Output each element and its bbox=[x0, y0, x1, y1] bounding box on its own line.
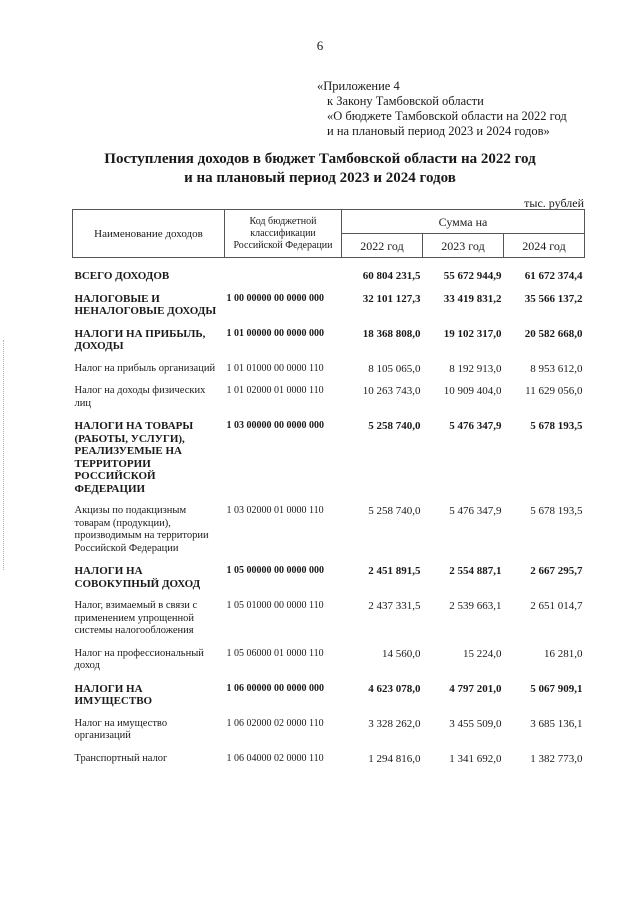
row-value-2022: 5 258 740,0 bbox=[368, 505, 421, 517]
table-row bbox=[73, 325, 585, 360]
row-value-2024: 61 672 374,4 bbox=[524, 270, 583, 282]
row-value-2022: 3 328 262,0 bbox=[368, 717, 421, 730]
row-code: 1 03 02000 01 0000 110 bbox=[226, 505, 324, 516]
table-row bbox=[73, 360, 585, 383]
title-line: Поступления доходов в бюджет Тамбовской области на 2022 год bbox=[104, 151, 536, 167]
row-name: НАЛОГИ НА ИМУЩЕСТВО bbox=[74, 682, 153, 707]
table-row bbox=[73, 290, 585, 325]
row-code: 1 05 00000 00 0000 000 bbox=[226, 565, 324, 576]
row-code: 1 06 00000 00 0000 000 bbox=[226, 682, 324, 694]
header-sum: Сумма на bbox=[342, 210, 585, 234]
row-value-2023: 8 192 913,0 bbox=[449, 362, 502, 375]
row-value-2022: 1 294 816,0 bbox=[368, 752, 421, 765]
row-value-2024: 2 651 014,7 bbox=[530, 600, 583, 612]
row-value-2022: 18 368 808,0 bbox=[362, 327, 421, 340]
row-value-2023: 15 224,0 bbox=[463, 647, 502, 660]
row-value-2023: 1 341 692,0 bbox=[449, 752, 502, 765]
row-value-2023: 4 797 201,0 bbox=[449, 682, 502, 695]
header-year-2022: 2022 год bbox=[342, 234, 423, 258]
row-code: 1 01 00000 00 0000 000 bbox=[226, 327, 324, 339]
table-row bbox=[73, 597, 585, 645]
row-name: ВСЕГО ДОХОДОВ bbox=[74, 270, 170, 282]
header-code: Код бюджетной классификации Российской Федерации bbox=[225, 210, 342, 258]
row-name: Транспортный налог bbox=[74, 752, 168, 764]
row-code: 1 05 01000 00 0000 110 bbox=[226, 600, 324, 611]
row-name: Акцизы по подакцизным товарам (продукции), производимым на территории Российской Федерации bbox=[74, 505, 209, 554]
row-value-2022: 5 258 740,0 bbox=[368, 420, 421, 432]
row-value-2024: 35 566 137,2 bbox=[524, 292, 583, 305]
appendix-note bbox=[317, 79, 567, 139]
row-code: 1 03 00000 00 0000 000 bbox=[226, 420, 324, 431]
row-value-2024: 8 953 612,0 bbox=[530, 362, 583, 375]
row-name: НАЛОГИ НА ТОВАРЫ (РАБОТЫ, УСЛУГИ), РЕАЛИЗУЕМЫЕ НА ТЕРРИТОРИИ РОССИЙСКОЙ ФЕДЕРАЦИИ bbox=[74, 420, 194, 495]
table-row bbox=[73, 680, 585, 715]
page-number: 6 bbox=[316, 38, 324, 53]
row-name: Налог, взимаемый в связи с применением упрощенной системы налогообложения bbox=[74, 600, 198, 636]
margin-mark bbox=[3, 340, 5, 570]
row-value-2024: 5 678 193,5 bbox=[530, 505, 583, 517]
row-value-2022: 8 105 065,0 bbox=[368, 362, 421, 375]
table-row bbox=[73, 562, 585, 597]
header-name: Наименование доходов bbox=[73, 210, 225, 258]
row-name: Налог на имущество организаций bbox=[74, 717, 168, 741]
row-value-2024: 1 382 773,0 bbox=[530, 752, 583, 765]
row-value-2023: 5 476 347,9 bbox=[449, 420, 502, 432]
header-year-2023: 2023 год bbox=[423, 234, 504, 258]
row-value-2024: 2 667 295,7 bbox=[530, 565, 583, 577]
row-value-2023: 55 672 944,9 bbox=[443, 270, 502, 282]
row-value-2024: 5 678 193,5 bbox=[530, 420, 583, 432]
row-name: Налог на прибыль организаций bbox=[74, 362, 216, 374]
appendix-line: к Закону Тамбовской области bbox=[327, 94, 484, 108]
row-code: 1 01 01000 00 0000 110 bbox=[226, 362, 324, 374]
title-line: и на плановый период 2023 и 2024 годов bbox=[184, 170, 456, 186]
table-row bbox=[73, 750, 585, 773]
header-year-2024: 2024 год bbox=[504, 234, 585, 258]
table-row bbox=[73, 502, 585, 562]
row-code: 1 06 02000 02 0000 110 bbox=[226, 717, 324, 729]
row-name: НАЛОГОВЫЕ И НЕНАЛОГОВЫЕ ДОХОДЫ bbox=[74, 292, 217, 317]
income-table bbox=[72, 209, 585, 772]
row-value-2022: 32 101 127,3 bbox=[362, 292, 421, 305]
row-value-2022: 14 560,0 bbox=[382, 647, 421, 660]
row-code: 1 00 00000 00 0000 000 bbox=[226, 292, 324, 304]
table-row bbox=[73, 382, 585, 417]
row-value-2024: 20 582 668,0 bbox=[524, 327, 583, 340]
row-code bbox=[225, 258, 342, 290]
row-value-2024: 3 685 136,1 bbox=[530, 717, 583, 730]
row-name: Налог на профессиональный доход bbox=[74, 647, 204, 671]
document-title bbox=[0, 150, 640, 188]
row-name: НАЛОГИ НА ПРИБЫЛЬ, ДОХОДЫ bbox=[74, 327, 206, 352]
row-value-2023: 33 419 831,2 bbox=[443, 292, 502, 305]
table-row bbox=[73, 645, 585, 680]
row-value-2022: 10 263 743,0 bbox=[362, 385, 421, 397]
row-code: 1 06 04000 02 0000 110 bbox=[226, 752, 324, 764]
table-row bbox=[73, 715, 585, 750]
appendix-line: «О бюджете Тамбовской области на 2022 год bbox=[327, 109, 567, 123]
row-value-2024: 16 281,0 bbox=[544, 647, 583, 660]
row-value-2022: 2 451 891,5 bbox=[368, 565, 421, 577]
appendix-line: и на плановый период 2023 и 2024 годов» bbox=[327, 124, 550, 138]
row-name: НАЛОГИ НА СОВОКУПНЫЙ ДОХОД bbox=[74, 565, 201, 590]
row-value-2023: 19 102 317,0 bbox=[443, 327, 502, 340]
row-name: Налог на доходы физических лиц bbox=[74, 385, 206, 409]
row-code: 1 05 06000 01 0000 110 bbox=[226, 647, 324, 659]
row-value-2023: 2 554 887,1 bbox=[449, 565, 502, 577]
row-value-2022: 2 437 331,5 bbox=[368, 600, 421, 612]
row-value-2022: 60 804 231,5 bbox=[362, 270, 421, 282]
table-row bbox=[73, 258, 585, 290]
row-value-2022: 4 623 078,0 bbox=[368, 682, 421, 695]
row-code: 1 01 02000 01 0000 110 bbox=[226, 385, 324, 396]
row-value-2023: 2 539 663,1 bbox=[449, 600, 502, 612]
row-value-2024: 11 629 056,0 bbox=[525, 385, 583, 397]
row-value-2024: 5 067 909,1 bbox=[530, 682, 583, 695]
row-value-2023: 3 455 509,0 bbox=[449, 717, 502, 730]
appendix-line: «Приложение 4 bbox=[317, 79, 400, 93]
row-value-2023: 10 909 404,0 bbox=[443, 385, 502, 397]
row-value-2023: 5 476 347,9 bbox=[449, 505, 502, 517]
table-row bbox=[73, 417, 585, 502]
units-label: тыс. рублей bbox=[524, 196, 584, 210]
